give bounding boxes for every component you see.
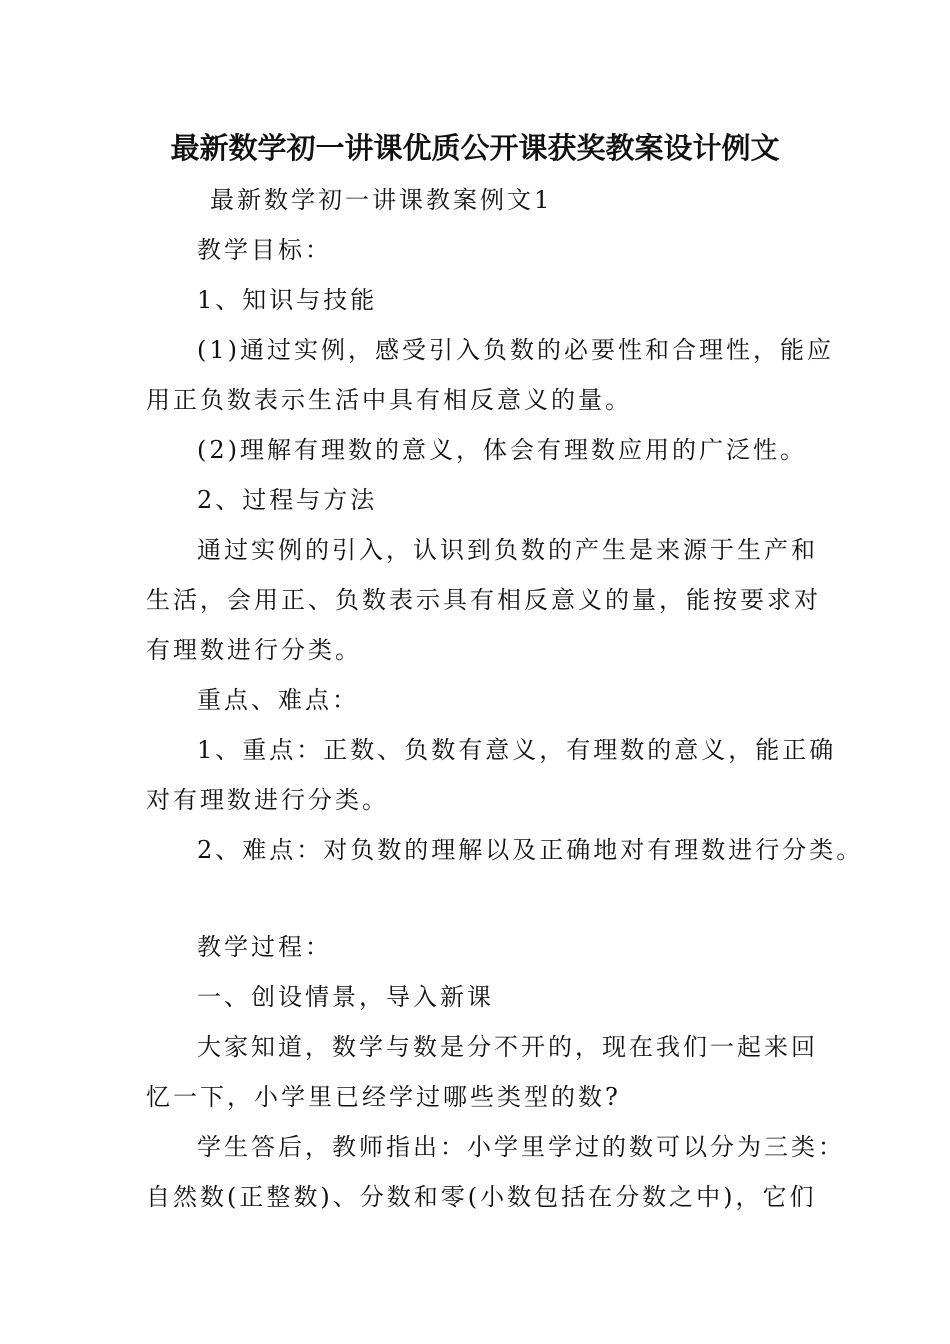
paragraph-line: 教学目标： bbox=[197, 236, 332, 264]
paragraph-line: (2)理解有理数的意义，体会有理数应用的广泛性。 bbox=[197, 436, 807, 464]
paragraph-line: 1、知识与技能 bbox=[197, 286, 378, 314]
paragraph-line: 重点、难点： bbox=[197, 686, 359, 714]
paragraph-line: 学生答后，教师指出：小学里学过的数可以分为三类： bbox=[197, 1133, 845, 1161]
paragraph-line: 教学过程： bbox=[197, 933, 332, 961]
paragraph-line: 2、过程与方法 bbox=[197, 486, 378, 514]
paragraph-line: 一、创设情景，导入新课 bbox=[197, 983, 494, 1011]
paragraph-line: 生活，会用正、负数表示具有相反意义的量，能按要求对 bbox=[146, 586, 821, 614]
paragraph-line: 有理数进行分类。 bbox=[146, 636, 362, 664]
paragraph-line: 忆一下，小学里已经学过哪些类型的数? bbox=[146, 1083, 621, 1111]
paragraph-line: 通过实例的引入，认识到负数的产生是来源于生产和 bbox=[197, 536, 818, 564]
paragraph-line: 大家知道，数学与数是分不开的，现在我们一起来回 bbox=[197, 1033, 818, 1061]
paragraph-line: (1)通过实例，感受引入负数的必要性和合理性，能应 bbox=[197, 336, 834, 364]
paragraph-line: 2、难点：对负数的理解以及正确地对有理数进行分类。 bbox=[197, 836, 864, 864]
paragraph-line: 对有理数进行分类。 bbox=[146, 786, 389, 814]
paragraph-line: 自然数(正整数)、分数和零(小数包括在分数之中)，它们 bbox=[146, 1183, 817, 1211]
document-title: 最新数学初一讲课优质公开课获奖教案设计例文 bbox=[170, 131, 780, 165]
section-heading: 最新数学初一讲课教案例文1 bbox=[210, 186, 553, 214]
paragraph-line: 用正负数表示生活中具有相反意义的量。 bbox=[146, 386, 632, 414]
paragraph-line: 1、重点：正数、负数有意义，有理数的意义，能正确 bbox=[197, 736, 837, 764]
